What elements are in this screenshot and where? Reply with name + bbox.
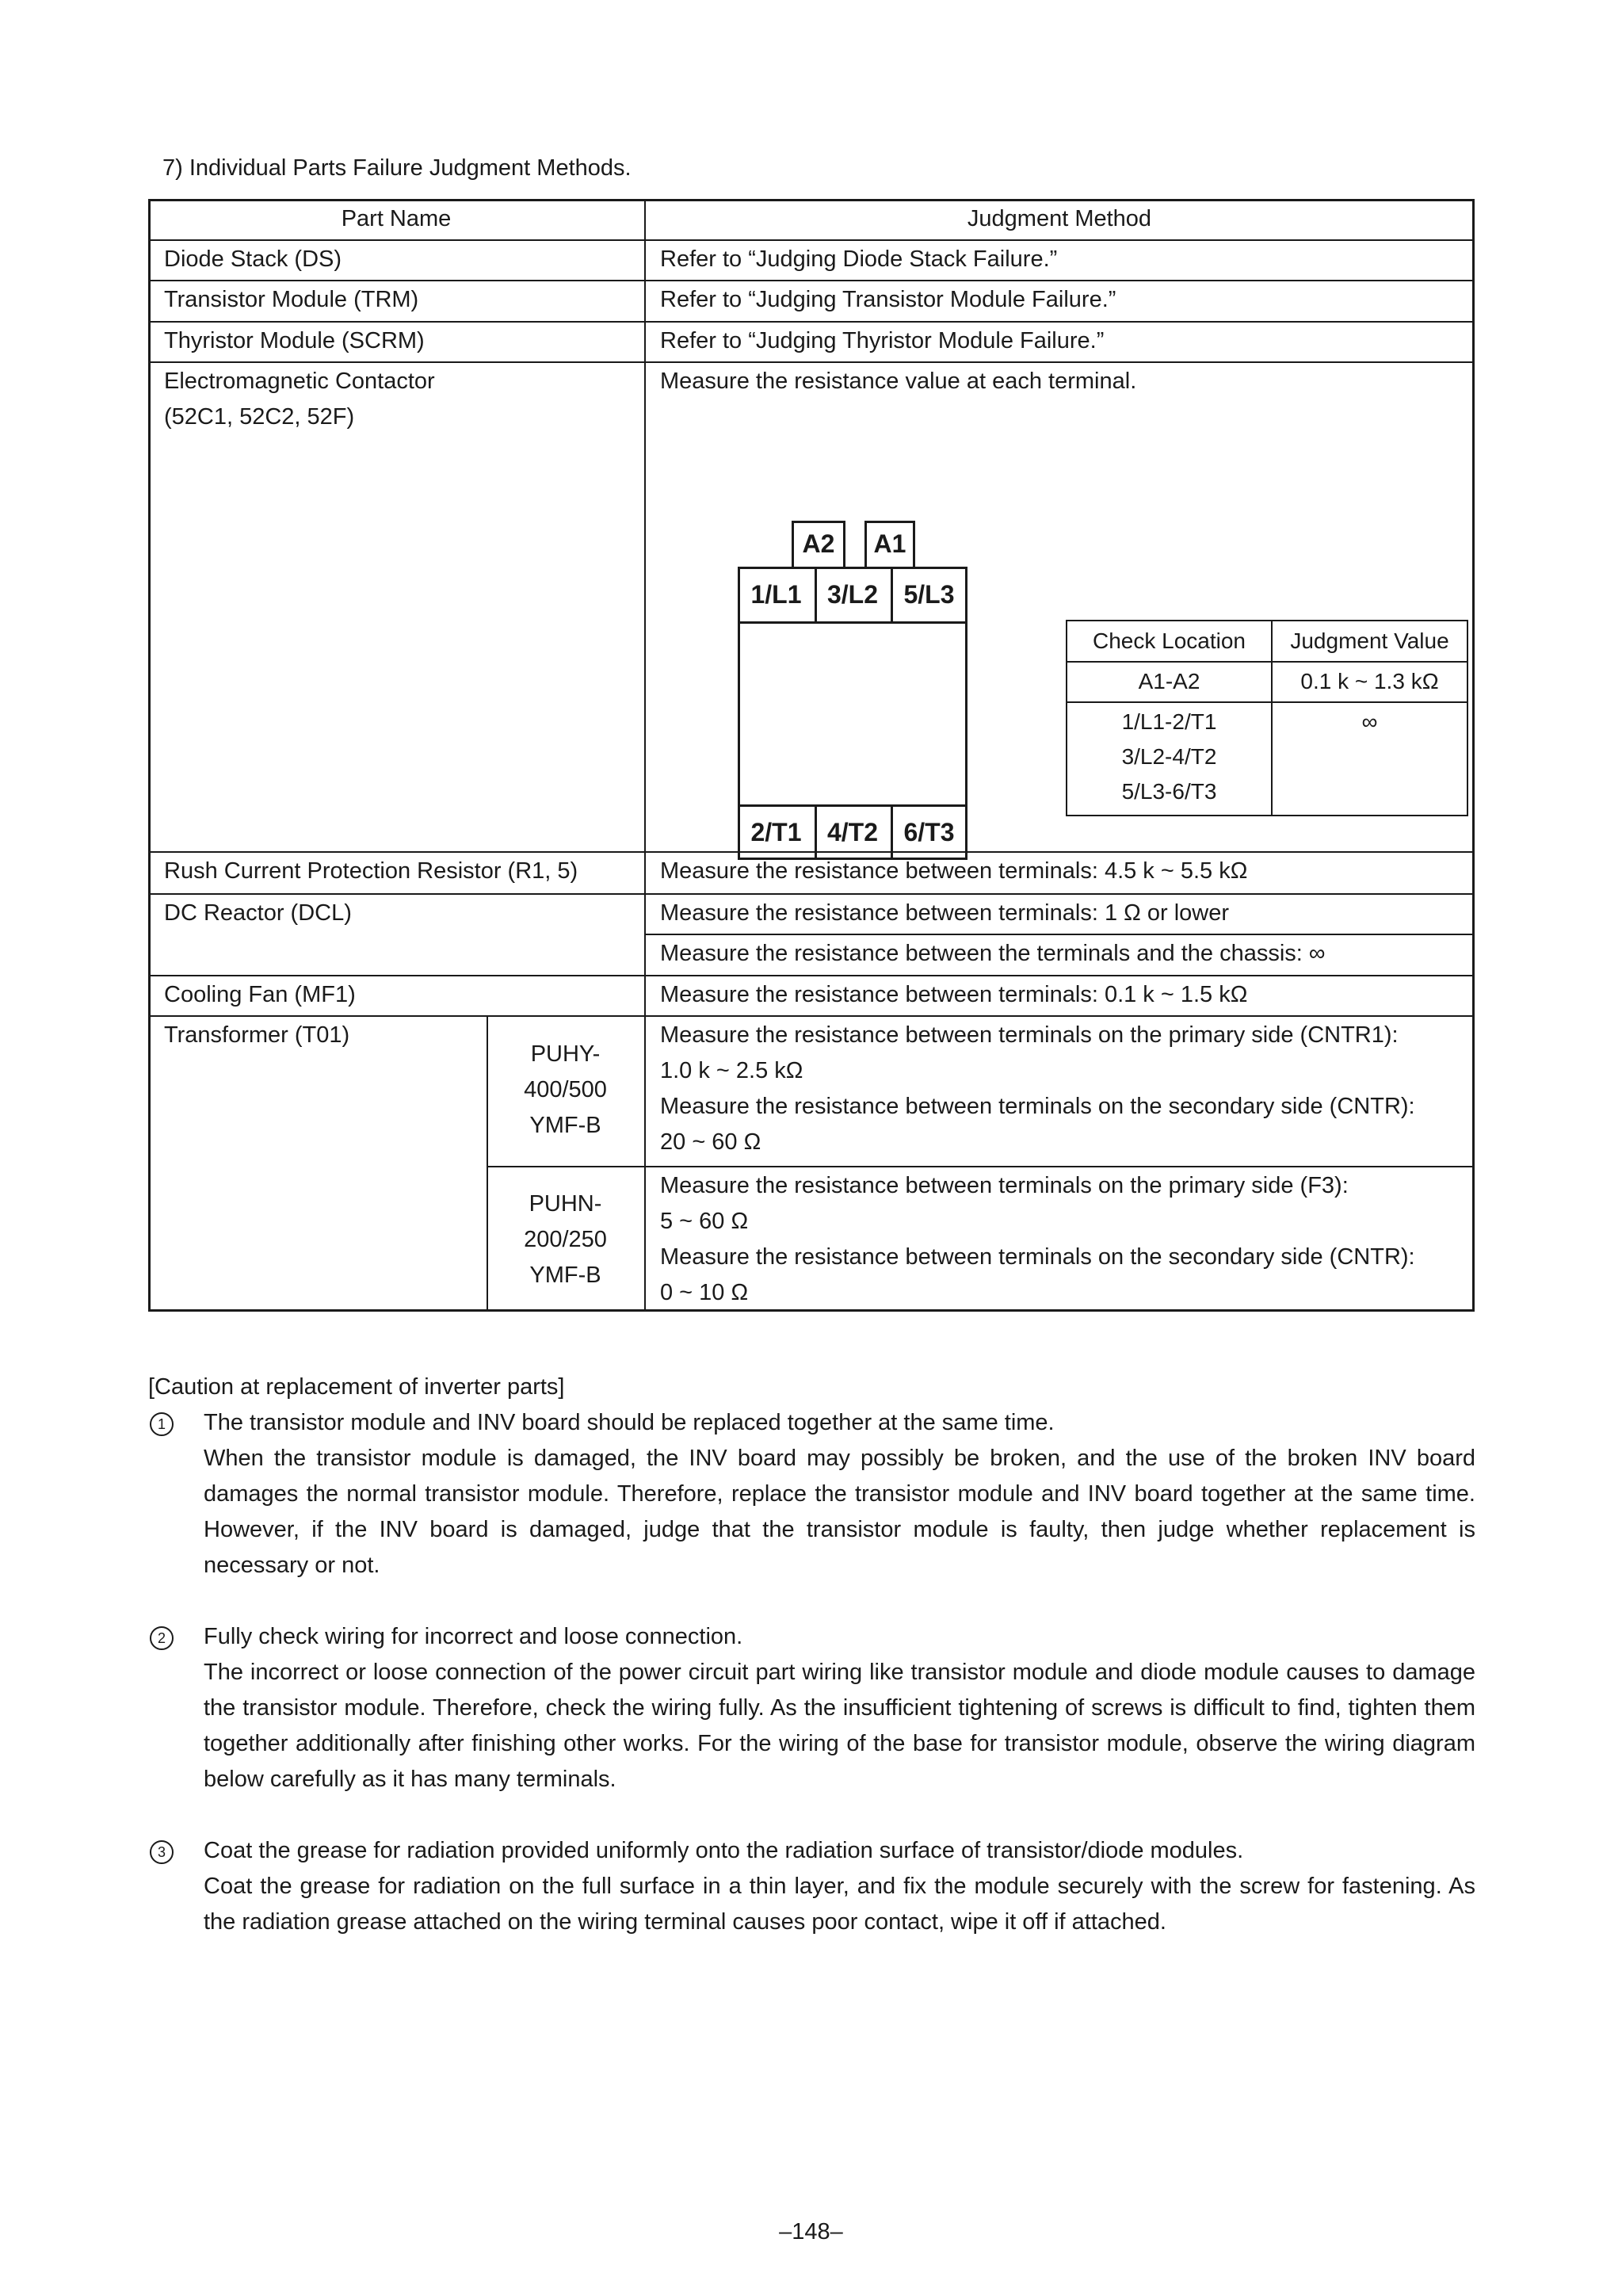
caution-item-3-lead: Coat the grease for radiation provided uniformly onto the radiation surface of transistor/diode modules. xyxy=(204,1838,1244,1863)
method-contactor: Measure the resistance value at each terminal. xyxy=(660,369,1137,394)
caution-item-2-lead: Fully check wiring for incorrect and loose connection. xyxy=(204,1624,743,1649)
caution-title: [Caution at replacement of inverter parts] xyxy=(148,1374,565,1400)
method-transistor-module: Refer to “Judging Transistor Module Failure.” xyxy=(660,287,1116,312)
terminal-1-l1: 1/L1 xyxy=(750,580,802,609)
model-puhn-line3: YMF-B xyxy=(529,1263,601,1288)
caution-item-1 xyxy=(148,1405,1475,1584)
judgment-value-a1-a2: 0.1 k ~ 1.3 kΩ xyxy=(1300,669,1439,693)
header-judgment-method: Judgment Method xyxy=(967,206,1152,231)
terminal-4-t2: 4/T2 xyxy=(826,818,879,846)
check-value-table xyxy=(1066,620,1468,816)
terminal-6-t3: 6/T3 xyxy=(903,818,955,846)
caution-item-2-body: The incorrect or loose connection of the power circuit part wiring like transistor module and diode module causes to damage the transistor module. Therefore, check the wiring fully. As the insufficient tightening of screws is difficult to find, tighten them together additionally after finishing other works. For the wiring of the base for transistor module, observe the wiring diagram below carefully as it has many terminals. xyxy=(204,1660,1475,1792)
terminal-5-l3: 5/L3 xyxy=(903,580,955,609)
part-cooling-fan: Cooling Fan (MF1) xyxy=(164,982,356,1007)
method-dc-reactor-2: Measure the resistance between the terminals and the chassis: ∞ xyxy=(660,941,1326,966)
method-puhy-secondary: Measure the resistance between terminals on the secondary side (CNTR): xyxy=(660,1094,1415,1119)
part-contactor-line1: Electromagnetic Contactor xyxy=(164,369,435,394)
circled-number-1: 1 xyxy=(150,1412,174,1436)
method-puhn-primary: Measure the resistance between terminals on the primary side (F3): xyxy=(660,1173,1349,1198)
terminal-a2: A2 xyxy=(802,529,835,558)
caution-item-1-body: When the transistor module is damaged, the INV board may possibly be broken, and the use of the broken INV board damages the normal transistor module. Therefore, replace the transistor module and INV board together at the same time. However, if the INV board is damaged, judge that the transistor module is faulty, then judge whether replacement is necessary or not. xyxy=(204,1446,1475,1578)
terminal-a1: A1 xyxy=(873,529,906,558)
method-rush-current-resistor: Measure the resistance between terminals: 4.5 k ~ 5.5 kΩ xyxy=(660,858,1248,884)
check-location-header: Check Location xyxy=(1092,628,1246,653)
caution-item-3-body: Coat the grease for radiation on the full surface in a thin layer, and fix the module securely with the screw for fastening. As the radiation grease attached on the wiring terminal causes poor contact, wipe it off if attached. xyxy=(204,1874,1475,1935)
model-puhy-line2: 400/500 xyxy=(524,1077,607,1102)
header-part-name: Part Name xyxy=(341,206,452,231)
page-number: –148– xyxy=(779,2219,843,2244)
part-contactor-line2: (52C1, 52C2, 52F) xyxy=(164,404,355,430)
method-puhy-secondary-value: 20 ~ 60 Ω xyxy=(660,1129,761,1155)
method-dc-reactor-1: Measure the resistance between terminals: 1 Ω or lower xyxy=(660,900,1230,926)
method-puhn-secondary: Measure the resistance between terminals on the secondary side (CNTR): xyxy=(660,1244,1415,1270)
circled-number-3: 3 xyxy=(150,1840,174,1864)
part-dc-reactor: DC Reactor (DCL) xyxy=(164,900,352,926)
check-location-l2-t2: 3/L2-4/T2 xyxy=(1121,744,1217,769)
section-heading: 7) Individual Parts Failure Judgment Methods. xyxy=(162,155,632,181)
terminal-3-l2: 3/L2 xyxy=(826,580,879,609)
caution-item-1-lead: The transistor module and INV board should be replaced together at the same time. xyxy=(204,1410,1055,1435)
method-puhy-primary: Measure the resistance between terminals on the primary side (CNTR1): xyxy=(660,1022,1399,1048)
method-diode-stack: Refer to “Judging Diode Stack Failure.” xyxy=(660,246,1058,272)
part-transformer: Transformer (T01) xyxy=(164,1022,350,1048)
check-location-l1-t1: 1/L1-2/T1 xyxy=(1121,709,1217,734)
model-puhn-line1: PUHN- xyxy=(529,1191,602,1217)
method-puhy-primary-value: 1.0 k ~ 2.5 kΩ xyxy=(660,1058,803,1083)
judgment-value-infinity: ∞ xyxy=(1361,709,1378,734)
part-diode-stack: Diode Stack (DS) xyxy=(164,246,342,272)
contactor-body xyxy=(738,567,967,860)
model-puhy-line1: PUHY- xyxy=(530,1041,601,1067)
judgment-table xyxy=(148,199,1475,1312)
method-puhn-primary-value: 5 ~ 60 Ω xyxy=(660,1209,749,1234)
check-location-a1-a2: A1-A2 xyxy=(1138,669,1200,693)
check-location-l3-t3: 5/L3-6/T3 xyxy=(1121,779,1217,804)
caution-section xyxy=(148,1370,1475,1940)
method-thyristor-module: Refer to “Judging Thyristor Module Failure.” xyxy=(660,328,1105,353)
judgment-value-header: Judgment Value xyxy=(1290,628,1449,653)
caution-item-3 xyxy=(148,1833,1475,1940)
method-puhn-secondary-value: 0 ~ 10 Ω xyxy=(660,1280,749,1305)
part-transistor-module: Transistor Module (TRM) xyxy=(164,287,419,312)
circled-number-2: 2 xyxy=(150,1626,174,1650)
model-puhy-line3: YMF-B xyxy=(529,1113,601,1138)
model-puhn-line2: 200/250 xyxy=(524,1227,607,1252)
part-rush-current-resistor: Rush Current Protection Resistor (R1, 5) xyxy=(164,858,578,884)
method-cooling-fan: Measure the resistance between terminals: 0.1 k ~ 1.5 kΩ xyxy=(660,982,1248,1007)
caution-item-2 xyxy=(148,1619,1475,1797)
terminal-2-t1: 2/T1 xyxy=(750,818,802,846)
part-thyristor-module: Thyristor Module (SCRM) xyxy=(164,328,425,353)
